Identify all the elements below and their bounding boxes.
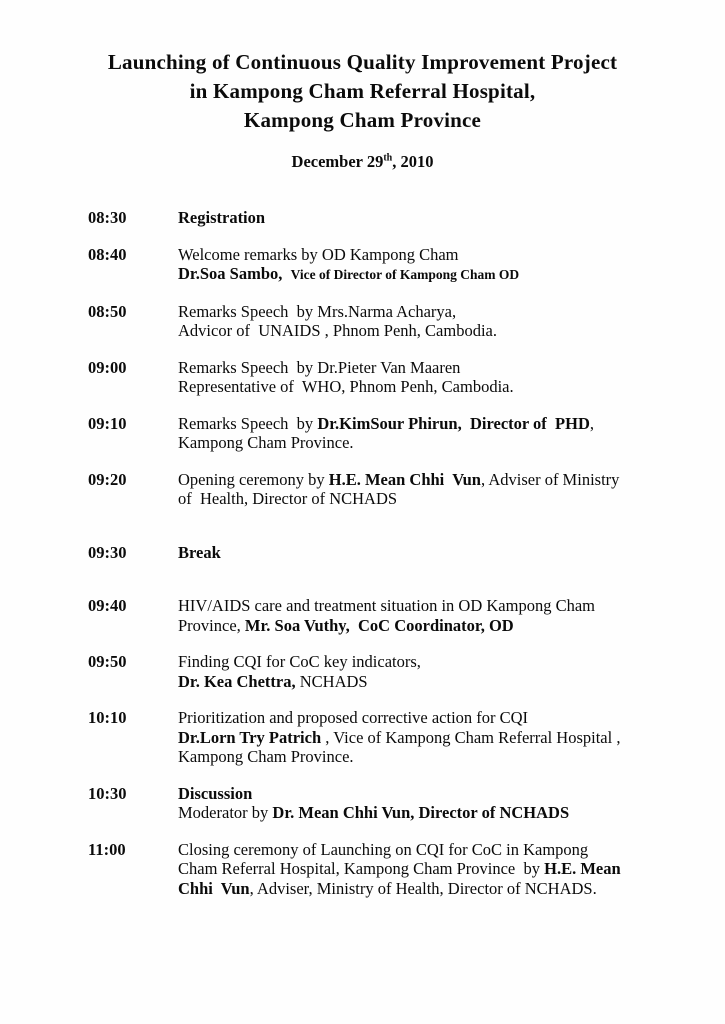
agenda-text-segment: HIV/AIDS care and treatment situation in OD Kampong Cham [178,596,595,615]
agenda-text-segment: Vice of Director of Kampong Cham OD [290,267,520,282]
agenda-item-line [178,596,595,616]
agenda-text-segment: , Adviser of Ministry [480,469,620,489]
agenda-text-segment: Dr.Lorn Try Patrich [178,727,322,747]
agenda-text-segment: Remarks Speech by [178,413,318,433]
agenda-item-line [178,652,421,672]
document-title-line: Launching of Continuous Quality Improvement Project [107,50,618,74]
time-label: 08:40 [88,244,127,264]
agenda-text-segment: Province, [178,615,245,635]
agenda-item-line [178,264,519,285]
time-label: 09:10 [88,413,127,433]
agenda-row [88,596,665,635]
agenda-text-segment: Dr.KimSour Phirun, Director of PHD [317,413,590,433]
agenda-item-text [178,245,519,285]
document-title-line: in Kampong Cham Referral Hospital, [189,79,536,103]
agenda-text-segment: Moderator by [178,803,273,822]
agenda-row [88,414,665,453]
agenda-row [88,358,665,397]
agenda-item-line [178,803,569,823]
agenda-item-line [178,489,619,509]
agenda-text-segment: Discussion [178,783,253,803]
agenda-item-line [178,728,620,748]
agenda-text-segment: H.E. Mean Chhi Vun [328,469,481,489]
time-label: 08:50 [88,301,127,321]
document-title-line: Kampong Cham Province [243,108,482,132]
agenda-text-segment: Prioritization and proposed corrective action for CQI [178,708,529,727]
agenda-item-line [178,879,621,899]
agenda-item-line [178,840,621,860]
agenda-item-line [178,321,497,341]
document-date-segment: , 2010 [392,152,434,171]
time-label: 09:30 [88,542,127,562]
agenda-item-line [178,747,620,767]
agenda-text-segment: NCHADS [295,671,368,691]
agenda-text-segment: , [589,413,594,433]
agenda-text-segment: Dr. Kea Chettra, [178,671,296,691]
agenda-item-line [178,784,569,804]
agenda-item-text [178,708,620,767]
time-label: 09:50 [88,652,127,671]
agenda-item-text [178,784,569,823]
time-label: 10:30 [88,783,127,803]
agenda-item-line [178,245,519,265]
agenda-text-segment: Representative of WHO, Phnom Penh, Cambodia. [178,377,514,396]
agenda-item-line [178,377,514,397]
time-label: 10:10 [88,708,127,727]
agenda-item-line [178,616,595,636]
agenda-item-text [178,208,265,228]
agenda-text-segment: Mr. Soa Vuthy, CoC Coordinator, OD [244,615,514,635]
agenda-text-segment: Welcome remarks by OD Kampong Cham [178,244,459,264]
agenda-text-segment: , Adviser, Ministry of Health, Director of NCHADS. [249,878,597,898]
agenda-item-text [178,543,221,563]
agenda-item-line [178,358,514,378]
agenda-list [88,208,665,898]
agenda-item-text [178,652,421,691]
agenda-item-line [178,208,265,228]
time-label: 11:00 [88,839,126,859]
document-header [0,0,725,172]
agenda-row [88,208,665,228]
agenda-item-line [178,543,221,563]
agenda-text-segment: Dr.Soa Sambo, [178,264,291,283]
agenda-item-text [178,470,619,509]
agenda-item-line [178,672,421,692]
document-title [0,48,725,135]
agenda-text-segment: of Health, Director of NCHADS [178,489,398,508]
agenda-item-line [178,433,594,453]
agenda-text-segment: Registration [178,208,266,227]
agenda-text-segment: Opening ceremony by [178,469,329,489]
agenda-text-segment: Break [178,542,221,562]
agenda-text-segment: Cham Referral Hospital, Kampong Cham Province by [178,859,545,878]
agenda-item-text [178,596,595,635]
time-label: 08:30 [88,208,127,227]
agenda-item-text [178,302,497,341]
agenda-text-segment: Kampong Cham Province. [178,433,354,452]
document-date [0,152,725,172]
agenda-row [88,245,665,285]
agenda-item-text [178,358,514,397]
agenda-row [88,840,665,899]
agenda-text-segment: Advicor of UNAIDS , Phnom Penh, Cambodia. [178,321,497,340]
agenda-text-segment: Dr. Mean Chhi Vun, Director of NCHADS [272,803,570,822]
agenda-text-segment: Remarks Speech by Dr.Pieter Van Maaren [178,357,461,377]
agenda-item-line [178,470,619,490]
agenda-row [88,470,665,509]
agenda-text-segment: Kampong Cham Province. [178,747,354,766]
document-date-segment: December 29 [291,152,384,171]
agenda-row [88,708,665,767]
agenda-text-segment: H.E. Mean [544,859,621,878]
agenda-row [88,543,665,563]
agenda-text-segment: Closing ceremony of Launching on CQI for CoC in Kampong [178,839,589,859]
agenda-row [88,652,665,691]
time-label: 09:00 [88,357,127,377]
agenda-item-line [178,302,497,322]
agenda-text-segment: Chhi Vun [178,878,250,898]
agenda-item-text [178,414,594,453]
agenda-text-segment: Finding CQI for CoC key indicators, [178,652,421,671]
document-date-segment: th [383,152,393,164]
agenda-text-segment: , Vice of Kampong Cham Referral Hospital , [321,727,621,747]
agenda-row [88,784,665,823]
agenda-item-line [178,414,594,434]
agenda-item-line [178,859,621,879]
agenda-row [88,302,665,341]
time-label: 09:40 [88,596,127,615]
time-label: 09:20 [88,469,127,489]
agenda-item-line [178,708,620,728]
agenda-text-segment: Remarks Speech by Mrs.Narma Acharya, [178,301,457,321]
agenda-item-text [178,840,621,899]
